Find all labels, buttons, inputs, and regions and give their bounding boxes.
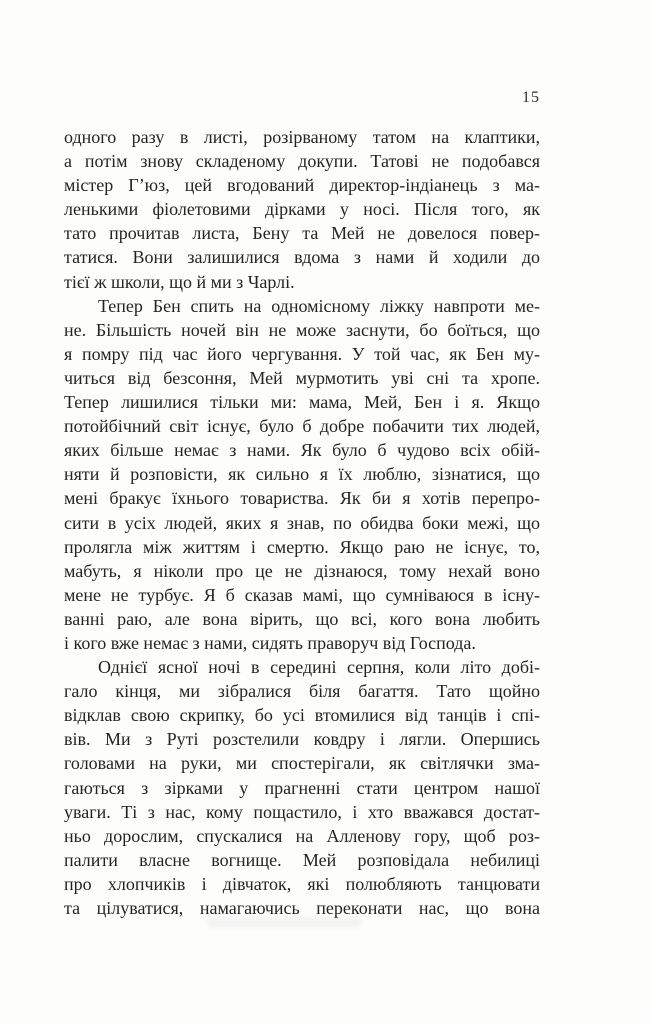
text-line: тієї ж школи, що й ми з Чарлі. [64, 271, 295, 292]
text-line: а потім знову складеному докупи. Татові не подобався [64, 151, 540, 172]
text-line: пролягла між життям і смертю. Якщо раю не існує, то, [64, 536, 540, 557]
text-line: гало кінця, ми зібралися біля багаття. Тато щойно [64, 681, 540, 702]
text-line: містер Г’юз, цей вгодований директор-індіанець з ма- [64, 175, 540, 196]
text-line: одного разу в листі, розірваному татом на клаптики, [64, 127, 540, 147]
paragraph [64, 655, 540, 920]
paragraph [64, 294, 540, 655]
text-line: ньо дорослим, спускалися на Алленову гору, щоб роз- [64, 825, 540, 846]
text-line: про хлопчиків і дівчаток, які полюбляють танцювати [64, 873, 540, 894]
text-line: татися. Вони залишилися вдома з нами й ходили до [64, 247, 540, 268]
text-line: ванні раю, але вона вірить, що всі, кого вона любить [64, 608, 540, 629]
text-line: Тепер Бен спить на одномісному ліжку навпроти ме- [98, 295, 540, 316]
text-line: і кого вже немає з нами, сидять праворуч від Господа. [64, 632, 476, 653]
text-line: я помру під час його чергування. У той час, як Бен му- [64, 343, 540, 364]
text-line: вів. Ми з Руті розстелили ковдру і лягли. Опершись [64, 729, 540, 750]
text-line: гаються з зірками у прагненні стати центром нашої [64, 777, 540, 798]
text-line: няти й розповісти, як сильно я їх люблю, зізнатися, що [64, 464, 540, 485]
text-line: Тепер лишилися тільки ми: мама, Мей, Бен і я. Якщо [64, 392, 540, 413]
text-line: палити власне вогнище. Мей розповідала небилиці [64, 849, 540, 870]
text-line: мені бракує їхнього товариства. Як би я хотів перепро- [64, 488, 540, 509]
text-line: читься від безсоння, Мей мурмотить уві сні та хропе. [64, 367, 540, 388]
text-line: ленькими фіолетовими дірками у носі. Після того, як [64, 199, 540, 220]
text-line: яких більше немає з нами. Як було б чудово всіх обій- [64, 440, 540, 461]
text-line: мене не турбує. Я б сказав мамі, що сумніваюся в існу- [64, 584, 540, 605]
text-line: Однієї ясної ночі в середині серпня, коли літо добі- [98, 657, 540, 678]
text-line: уваги. Ті з нас, кому пощастило, і хто вважався достат- [64, 801, 540, 822]
paragraph [64, 125, 540, 294]
text-line: сити в усіх людей, яких я знав, по обидва боки межі, що [64, 512, 540, 533]
text-line: та цілуватися, намагаючись переконати нас, що вона [64, 898, 540, 918]
text-line: мабуть, я ніколи про це не дізнаюся, тому нехай воно [64, 560, 540, 581]
text-line: потойбічний світ існує, було б добре побачити тих людей, [64, 416, 540, 437]
text-block [64, 125, 540, 920]
text-line: не. Більшість ночей він не може заснути, бо боїться, що [64, 319, 540, 340]
text-line: відклав свою скрипку, бо усі втомилися від танців і спі- [64, 705, 540, 726]
text-line: головами на руки, ми спостерігали, як світлячки зма- [64, 753, 540, 774]
page-showthrough-artifact [207, 918, 362, 927]
page-number: 15 [522, 89, 540, 106]
text-line: тато прочитав листа, Бену та Мей не довелося повер- [64, 223, 540, 244]
